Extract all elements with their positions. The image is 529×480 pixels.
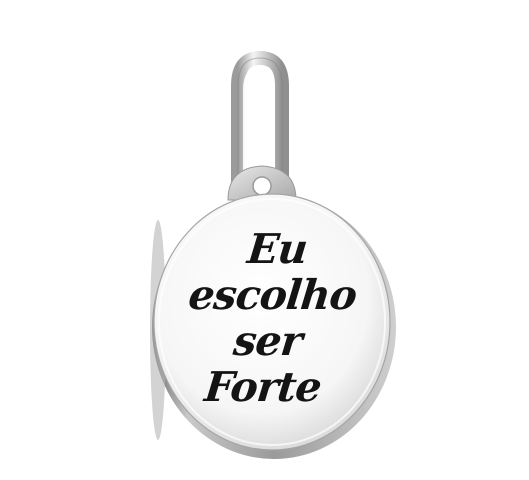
engraving-line-2: escolho	[186, 271, 359, 319]
engraving-line-1: Eu	[245, 225, 310, 273]
engraving-line-4: Forte	[202, 363, 324, 411]
engraved-text	[160, 226, 379, 410]
engraving-line-3: ser	[231, 317, 304, 365]
